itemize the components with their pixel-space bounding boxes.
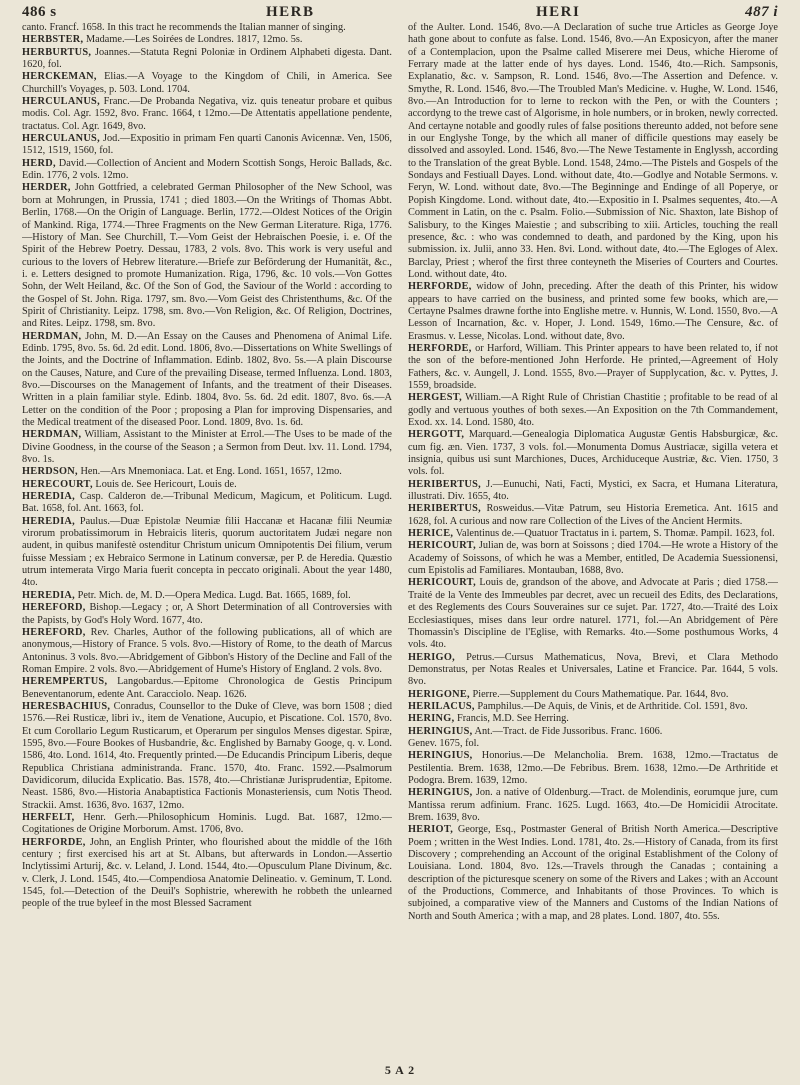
entry-text: Langobardus.—Epitome Chronologica de Gestis Principum Beneventanorum, edente Ant. Caracciolo. Neap. 1626. (22, 676, 392, 700)
entry-headword: HERICOURT, (408, 540, 476, 552)
entry-text: William, Assistant to the Minister at Errol.—The Uses to be made of the Divine Goodness, in the course of the Season ; a Sermon from Deut. lxv. 11. Lond. 1794, 8vo. 1s. (22, 429, 392, 466)
bibliography-entry (22, 466, 392, 478)
bibliography-entry (408, 577, 778, 651)
entry-headword: HEREDIA, (22, 589, 76, 601)
signature-mark: 5 A 2 (384, 1063, 416, 1077)
bibliography-entry (408, 726, 778, 738)
entry-text: Marquard.—Genealogia Diplomatica Augustæ Gentis Habsburgicæ, &c. cum fig. æn. Vien. 1737, 3 vols. fol.—Monumenta Domus Austriacæ, sigilla vetera et insignia, quibus usi sunt Marchiones, Duces, Archiduceque Austriæ, &c. Vien. 1750, 3 vols. fol. (408, 429, 778, 478)
entry-text: George, Esq., Postmaster General of British North America.—Descriptive Poem ; written in the West Indies. Lond. 1781, 4to. 2s.—History of Canada, from its first Discovery ; comprehending an Account of the original Establishment of the Colony of Louisiana. Lond. 1804, 8vo. 12s.—Travels through the Canadas ; containing a description of the picturesque scenery on some of the Rivers and Lakes ; with an Account of the Productions, Commerce, and Inhabitants of those Provinces. To which is subjoined, a comparative view of the Manners and Customs of the Indian Nations of North and South America ; with a map, and 28 plates. Lond. 1807, 4to. 55s. (408, 824, 778, 922)
entry-text: Francis, M.D. See Herring. (457, 713, 569, 725)
entry-headword: HERFORDE, (22, 836, 86, 848)
entry-headword: HERINGIUS, (408, 787, 473, 799)
bibliography-entry (22, 71, 392, 96)
bibliography-entry (408, 713, 778, 725)
entry-headword: HERDMAN, (22, 429, 82, 441)
entry-headword: HERINGIUS, (408, 750, 473, 762)
bibliography-entry (22, 701, 392, 812)
entry-headword: HERIBERTUS, (408, 503, 482, 515)
bibliography-entry (22, 182, 392, 330)
entry-text: or Harford, William. This Printer appears to have been related to, if not the son of the before-mentioned John Herforde. He printed,—Agreement of Holy Fathers, &c. v. Aungell, J. Lond. 1555, 8vo.—Prayer of Supplycation, &c. v. Pyttes, J. 1559, broadside. (408, 342, 778, 391)
entry-text: widow of John, preceding. After the death of this Printer, his widow appears to have carried on the business, and printed some few books, which are,—Certayne Psalmes drawne forthe into Englishe metre. v. Hunnis, W. Lond. 1550, 8vo.—A Lesson of Incarnation, &c. v. Hoper, J. Lond. 1549, 16mo.—The Censure, &c. of Erasmus. v. Lesse, Nicolas. Lond. without date, 8vo. (408, 281, 778, 342)
entry-text: Jod.—Expositio in primam Fen quarti Canonis Avicennæ. Ven, 1506, 1512, 1519, 1560, fol. (22, 133, 392, 157)
entry-headword: HERBSTER, (22, 34, 84, 46)
page-number-right: 487 i (745, 4, 778, 20)
bibliography-entry (22, 479, 392, 491)
entry-headword: HERFORDE, (408, 342, 472, 354)
entry-text: Joannes.—Statuta Regni Poloniæ in Ordinem Alphabeti digesta. Dant. 1620, fol. (22, 46, 392, 71)
bibliography-entry (408, 343, 778, 392)
bibliography-entry (22, 590, 392, 602)
entry-headword: HERESBACHIUS, (22, 700, 111, 712)
entry-headword: HERDER, (22, 182, 71, 194)
entry-text: Louis de. See Hericourt, Louis de. (95, 478, 237, 490)
bibliography-entry (22, 96, 392, 133)
entry-text: Ant.—Tract. de Fide Jussoribus. Franc. 1606. (474, 725, 663, 737)
entry-text: Madame.—Les Soirées de Londres. 1817, 12mo. 5s. (85, 34, 303, 46)
entry-headword: HERBURTUS, (22, 46, 92, 58)
entry-text: David.—Collection of Ancient and Modern Scottish Songs, Heroic Ballads, &c. Edin. 1776, 2 vols. 12mo. (22, 157, 392, 182)
entry-text: Honorius.—De Melancholia. Brem. 1638, 12mo.—Tractatus de Pestilentia. Brem. 1638, 12mo.—De Febribus. Brem. 1638, 12mo.—De Arthritide et Podogra. Brem. 1639, 12mo. (408, 750, 778, 786)
bibliography-entry (408, 689, 778, 701)
entry-text: Conradus, Counsellor to the Duke of Cleve, was born 1508 ; died 1576.—Rei Rusticæ, libri iv., item de Venatione, Aucupio, et Piscatione. Col. 1570, 8vo. Et cum Corollario Legum Rusticarum, et Operarum per singulos Menses digestar. Spiræ, 1595, 8vo.—Foure Bookes of Husbandrie, &c. Englished by Barnaby Googe, q. v. Lond. 1586, 4to. Lond. 1614, 4to. Frequently printed.—De Educandis Principum Liberis, deque Republica Christiana administranda. Franc. 1570, 4to. Franc. 1592.—Psalmorum Davidicorum, dilucida Explicatio. Bas. 1578, 4to.—Christianæ Jurisprudentiæ, Epitome. Neast. 1586, 8vo.—Historia Anabaptistica Factionis Monasteriensis, cum Notis Theod. Strackii. Amst. 1636, 8vo. 1637, 12mo. (22, 700, 392, 811)
entry-text: Paulus.—Duæ Epistolæ Neumiæ filii Haccanæ et Hacanæ filii Neumiæ virorum probatissimorum in Hebraicis literis, quorum auctoritatem Judæi negare non audent, in quibus manifestè ostenditur Christum unicum Omnipotentis Dei filium, verum fuisse Messiam ; ex Hebraico Sermone in Latinum conversæ, per P. de Heredia. Quæstio utrum intemerata Virgo Maria fuerit concepta in peccato originali. About the year 1480, 4to. (22, 515, 392, 589)
entry-headword: HERCULANUS, (22, 133, 100, 145)
entry-headword: HEREDIA, (22, 491, 76, 503)
entry-text: Valentinus de.—Quatuor Tractatus in i. partem, S. Thomæ. Pampil. 1623, fol. (455, 528, 775, 540)
entry-headword: HEREMPERTUS, (22, 676, 108, 688)
entry-text: Pierre.—Supplement du Cours Mathematique. Par. 1644, 8vo. (472, 688, 729, 700)
bibliography-entry (22, 602, 392, 627)
bibliography-entry (408, 479, 778, 504)
bibliography-entry (408, 652, 778, 689)
bibliography-entry (22, 133, 392, 158)
entry-text: John Gottfried, a celebrated German Philosopher of the New School, was born at Mohrungen, in Prussia, 1741 ; died 1803.—On the Writings of Thomas Abbt. Berlin, 1768.—On the Origin of Language. Berlin, 1772.—Oldest Notices of the Origin of Mankind. Riga, 1774.—Three Fragments on the New German Literature. Riga, 1776.—History of Man. See Churchill, T.—Vom Geist der Hebraischen Poesie, i. e. Of the Spirit of the Hebrew Poetry. Dessau, 1783, 2 vols. 8vo. This work is very useful and curious to the lovers of Hebrew literature.—Briefe zur Beförderung der Humanität, &c., i. e. Letters designed to promote Humanization. Riga, 1796, &c. 10 vols.—Von Gottes Sohn, der Welt Heiland, &c. Of the Son of God, the Saviour of the World : according to the Gospel of St. John. Riga. 1797, sm. 8vo.—Vom Geist des Christenthums, &c. Of the Spirit of Christianity. Leipz. 1798, sm. 8vo.—Von Religion, &c. Of Religion, Doctrines, and Rites. Leipz. 1798, sm. 8vo. (22, 182, 392, 330)
bibliography-entry (408, 540, 778, 577)
bibliography-entry (22, 516, 392, 590)
entry-headword: HERD, (22, 157, 56, 169)
entry-text: Pamphilus.—De Aquis, de Vinis, et de Arthritide. Col. 1591, 8vo. (477, 700, 748, 712)
bibliography-entry (22, 491, 392, 516)
entry-text: J.—Eunuchi, Nati, Facti, Mystici, ex Sacra, et Humana Literatura, illustrati. Div. 1655, 4to. (408, 478, 778, 503)
entry-headword: HERECOURT, (22, 478, 93, 490)
entry-text: Louis de, grandson of the above, and Advocate at Paris ; died 1758.—Traité de la Vente des Immeubles par decret, avec un recueil des Edits, des Declarations, et des Reglements des Cours Souveraines sur ce sujet. Par. 1727, 4to.—Traité des Loix Ecclesiastiques, mises dans leur ordre naturel. 1771, fol.—An Abridgement of Père Thomassin's Discipline de l'Eglise, with Remarks. 4to.—Some posthumous Works, 4 vols. 4to. (408, 577, 778, 651)
bibliography-entry (408, 503, 778, 528)
bibliography-entry (22, 812, 392, 837)
bibliography-entry (22, 837, 392, 911)
entry-headword: HERCULANUS, (22, 96, 100, 108)
running-title-right: HERI (536, 4, 581, 20)
bibliography-entry (22, 158, 392, 183)
bibliography-entry (22, 627, 392, 676)
entry-text: Bishop.—Legacy ; or, A Short Determination of all Controversies with the Papists, by God's Holy Word. 1677, 4to. (22, 602, 392, 626)
entry-headword: HERFELT, (22, 812, 75, 823)
entry-headword: HEREFORD, (22, 626, 86, 638)
entry-headword: HEREDIA, (22, 515, 76, 527)
bibliography-entry (22, 331, 392, 430)
running-title-left: HERB (266, 4, 315, 20)
entry-text: Casp. Calderon de.—Tribunal Medicum, Magicum, et Politicum. Lugd. Bat. 1658, fol. Ant. 1663, fol. (22, 491, 392, 515)
entry-text: John, M. D.—An Essay on the Causes and Phenomena of Animal Life. Edinb. 1795, 8vo. 5s. 6d. 2d edit. Lond. 1806, 8vo.—Dissertations on White Swellings of the Joints, and the Doctrine of Inflammation. Edinb. 1802, 8vo. 5s.—A plain Discourse on the Causes, Nature, and Cure of the prevailing Disease, termed Influenza. Lond. 1803, 8vo.—Discourses on the Management of Infants, and the treatment of their Diseases. Written in a plain familiar style. Edinb. 1804, 8vo. 5s. 6d. 2d edit. 1807, 8vo. 6s.—A Letter on the condition of the Poor ; proposing a Plan for improving Dispensaries, and the Medical treatment of the diseased Poor. Lond. 1809, 8vo. 1s. 6d. (22, 330, 392, 428)
entry-text: Julian de, was born at Soissons ; died 1704.—He wrote a History of the Academy of Soissons, of which he was a Member, entitled, De Academia Suessionensi, cum Epistolis ad Familiares. Montauban, 1688, 8vo. (408, 540, 778, 577)
entry-headword: HERIGONE, (408, 688, 470, 700)
entry-headword: HERCKEMAN, (22, 71, 97, 83)
entry-text: William.—A Right Rule of Christian Chastitie ; profitable to be read of al godly and vertuous youthes of both sexes.—An Exposition on the 7th Commandement, Exod. xx. 14. Lond. 1580, 4to. (408, 392, 778, 428)
bibliography-entry (408, 738, 778, 750)
bibliography-entry (22, 22, 392, 34)
entry-text: Genev. 1675, fol. (408, 737, 480, 749)
entry-headword: HERGOTT, (408, 429, 465, 441)
entry-text: canto. Francf. 1658. In this tract he recommends the Italian manner of singing. (22, 22, 346, 33)
bibliography-entry (408, 429, 778, 478)
entry-headword: HERICOURT, (408, 577, 476, 589)
entry-headword: HERIBERTUS, (408, 478, 482, 490)
entry-text: Franc.—De Probanda Negativa, viz. quis teneatur probare et quibus modis. Col. Agr. 1592, 8vo. Franc. 1664, t 12mo.—De Attentatis appellatione pendente, tractatus. Col. Agr. 1649, 8vo. (22, 96, 392, 132)
bibliography-entry (408, 701, 778, 713)
bibliography-entry (408, 281, 778, 343)
entry-text: John, an English Printer, who flourished about the middle of the 16th century ; first exercised his art at St. Albans, but afterwards in London.—Assertio Inclytissimi Arturij, &c. v. Leland, J. Lond. 1544, 4to.—Opusculum Plane Divinum, &c. v. Clerk, J. Lond. 1545, 4to.—Compendiosa Anatomie Delineatio. v. Geminum, T. Lond. 1545, fol.—Detection of the Deuil's Sophistrie, wherewith he robbeth the unlearned people of the true byleef in the most Blessed Sacrament (22, 836, 392, 910)
bibliography-entry (408, 22, 778, 281)
entry-text: Elias.—A Voyage to the Kingdom of Chili, in America. See Churchill's Voyages, p. 503. Lond. 1704. (22, 71, 392, 95)
bibliography-entry (22, 34, 392, 46)
entry-text: Hen.—Ars Mnemoniaca. Lat. et Eng. Lond. 1651, 1657, 12mo. (80, 466, 342, 478)
entry-headword: HERGEST, (408, 392, 462, 404)
left-column (22, 22, 392, 1062)
entry-text: Jon. a native of Oldenburg.—Tract. de Molendinis, eorumque jure, cum Mantissa rerum adfinium. Franc. 1625. Lugd. 1663, 4to.—De Homicidii Atrocitate. Brem. 1639, 8vo. (408, 787, 778, 823)
entry-text: Petrus.—Cursus Mathematicus, Nova, Brevi, et Clara Methodo Demonstratus, per Notas Reales et Universales, Latine et Francice. Par. 1644, 5 vols. 8vo. (408, 651, 778, 688)
bibliography-entry (22, 429, 392, 466)
entry-text: Rev. Charles, Author of the following publications, all of which are anonymous,—History of France. 5 vols. 8vo.—History of Rome, to the death of Marcus Antoninus. 3 vols. 8vo.—Abridgement of Gibbon's History of the Decline and Fall of the Roman Empire. 2 vols. 8vo.—Abridgement of Hume's History of England. 2 vols. 8vo. (22, 626, 392, 675)
entry-headword: HEREFORD, (22, 602, 86, 614)
entry-headword: HERDSON, (22, 466, 78, 478)
page-number-left: 486 s (22, 4, 57, 20)
right-column (408, 22, 778, 1062)
bibliography-entry (408, 528, 778, 540)
entry-headword: HERIGO, (408, 651, 456, 663)
bibliography-entry (22, 47, 392, 72)
entry-headword: HERFORDE, (408, 281, 472, 293)
entry-text: Rosweidus.—Vitæ Patrum, seu Historia Eremetica. Ant. 1615 and 1628, fol. A curious and now rare Collection of the Lives of the Ancient Hermits. (408, 503, 778, 527)
entry-text: Petr. Mich. de, M. D.—Opera Medica. Lugd. Bat. 1665, 1689, fol. (77, 589, 351, 601)
entry-headword: HERINGIUS, (408, 725, 473, 737)
bibliography-entry (408, 824, 778, 923)
entry-headword: HERICE, (408, 528, 454, 540)
bibliography-entry (408, 750, 778, 787)
entry-text: Henr. Gerh.—Philosophicum Hominis. Lugd. Bat. 1687, 12mo.—Cogitationes de Origine Morborum. Amst. 1706, 8vo. (22, 812, 392, 836)
entry-headword: HERDMAN, (22, 330, 82, 342)
entry-text: of the Aulter. Lond. 1546, 8vo.—A Declaration of suche true Articles as George Joye hath gone about to confute as false. Lond. 1546, 8vo.—An Exposicyon, after the maner of a Contemplacion, upon the Psalme called Miserere mei Deus, whiche Hierome of Ferrary made at the latter ende of hys dayes. Lond. 1546, 4to.—Rich. Sampsonis, Explanatio, &c. v. Sampson, R. Lond. 1546, 8vo.—The Assertion and Defence. v. Smythe, R. Lond. 1546, 8vo.—The Troubled Man's Medicine. v. Hughe, W. Lond. 1546, 8vo.—An Introduction for to lerne to reckon with the Pen, or with the Counters ; accordyng to the trewe cast of Algorisme, in hole numbers, or in broken, newly corrected. And certayne notable and goodly rules of false positions thereunto added, not before sene in our Englyshe Tonge, by the which all maner of difficile questions may easely be dissolved and assoyled. Lond. 1546, 8vo.—The Newe Testamente in Englyssh, according to the Translation of the great Byble. Lond. 1548, 24mo.—The Pistels and Gospels of the Sondays and Festiuall Dayes. Lond. without date, 4to.—Godlye and Notable Sermons. v. Feryn, W. Lond. without date, 8vo.—The Beginninge and Endinge of all Poperye, or Popish Kingdome. Lond. without date, 4to.—Expositio in I. Psalmes sequentes, 4to.—A Comment in Latin, on the c. Psalm. Folio.—Submission of Nic. Shaxton, late Bishop of Salisbury, to the Kinges Maiestie ; and subscribing to xiii. Articles, touching the reall presence, &c. : who was condemned to death, and pardoned by the King, upon his submission. ix. Julii, anno 33. Hen. 8vi. Lond. without date, 4to.—The Egloges of Alex. Barclay, Priest ; wherof the first three conteyneth the Miseries of Courters and Courtes. Lond. without date, 4to. (408, 22, 778, 280)
entry-headword: HERING, (408, 713, 455, 725)
bibliography-entry (22, 676, 392, 701)
entry-headword: HERIOT, (408, 824, 454, 836)
running-header (22, 4, 778, 22)
entry-headword: HERILACUS, (408, 700, 475, 712)
bibliography-entry (408, 392, 778, 429)
bibliography-entry (408, 787, 778, 824)
